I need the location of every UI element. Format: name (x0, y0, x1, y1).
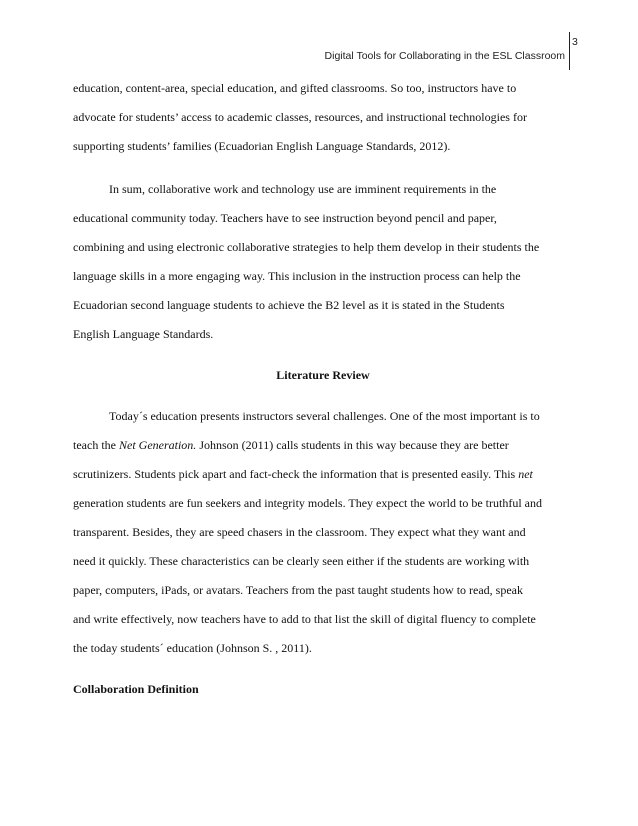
paragraph-line: English Language Standards. (73, 327, 214, 341)
paragraph-line: need it quickly. These characteristics can be clearly seen either if the students are working with (73, 554, 530, 568)
paragraph-line: supporting students’ families (Ecuadorian English Language Standards, 2012). (73, 139, 451, 153)
paragraph-line: transparent. Besides, they are speed chasers in the classroom. They expect what they want and (73, 525, 526, 539)
section-heading-collaboration-definition: Collaboration Definition (73, 682, 199, 696)
running-head: Digital Tools for Collaborating in the ESL Classroom (324, 50, 565, 62)
italic-term-net-generation: Net Generation. (118, 438, 197, 452)
paragraph-line (73, 460, 573, 489)
text-run: teach the (73, 438, 119, 452)
section-heading-literature-review: Literature Review (276, 368, 370, 382)
page-number: 3 (572, 36, 578, 48)
paragraph-line: Today´s education presents instructors several challenges. One of the most important is to (109, 409, 540, 423)
paragraph-line (73, 431, 573, 460)
paragraph-line: educational community today. Teachers have to see instruction beyond pencil and paper, (73, 211, 497, 225)
paragraph-line: In sum, collaborative work and technology use are imminent requirements in the (109, 182, 497, 196)
paragraph-line: and write effectively, now teachers have to add to that list the skill of digital fluency to complete (73, 612, 536, 626)
paragraph-line: paper, computers, iPads, or avatars. Teachers from the past taught students how to read, speak (73, 583, 523, 597)
paragraph-line: Ecuadorian second language students to achieve the B2 level as it is stated in the Students (73, 298, 505, 312)
text-run: scrutinizers. Students pick apart and fact-check the information that is presented easily. This (73, 467, 519, 481)
paragraph-line: generation students are fun seekers and integrity models. They expect the world to be truthful and (73, 496, 542, 510)
body-text (73, 74, 573, 704)
paragraph-line: advocate for students’ access to academic classes, resources, and instructional technologies for (73, 110, 527, 124)
paragraph-line: language skills in a more engaging way. This inclusion in the instruction process can help the (73, 269, 521, 283)
text-run: Johnson (2011) calls students in this way because they are better (196, 438, 509, 452)
paragraph-line: combining and using electronic collaborative strategies to help them develop in their students the (73, 240, 540, 254)
italic-term-net: net (518, 467, 533, 481)
header-divider (569, 32, 570, 70)
paragraph-line: the today students´ education (Johnson S. , 2011). (73, 641, 312, 655)
paragraph-line: education, content-area, special education, and gifted classrooms. So too, instructors have to (73, 81, 517, 95)
